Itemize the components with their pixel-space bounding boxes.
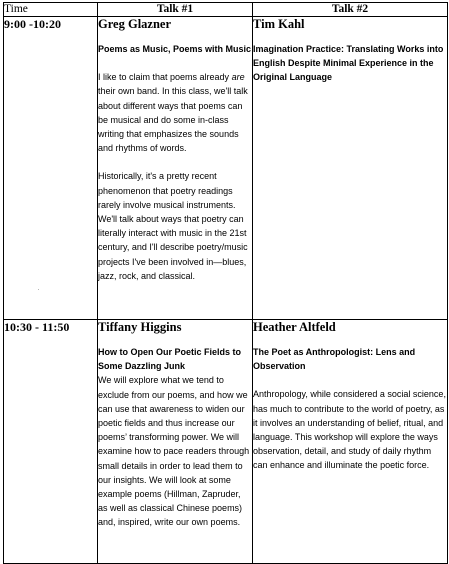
session-row-2 xyxy=(4,320,448,564)
session-1-talk1-description-1: I like to claim that poems already are their own band. In this class, we'll talk about different ways that poems can be musical and do some in-class writing that emphasizes the sounds and rhythms of words. xyxy=(98,72,248,154)
session-2-talk2-speaker: Heather Altfeld xyxy=(253,320,336,334)
stray-dot xyxy=(38,289,39,290)
session-2-talk1-title: How to Open Our Poetic Fields to Some Dazzling Junk xyxy=(98,347,242,372)
session-2-talk1-speaker: Tiffany Higgins xyxy=(98,320,182,334)
schedule-table xyxy=(3,2,448,564)
session-2-talk1 xyxy=(98,320,253,564)
talk2-column-header: Talk #2 xyxy=(253,3,448,17)
session-1-talk1-speaker: Greg Glazner xyxy=(98,17,172,31)
session-1-talk2 xyxy=(253,17,448,320)
emphasis-word: are xyxy=(231,72,245,83)
session-1-talk2-speaker: Tim Kahl xyxy=(253,17,305,31)
session-1-talk1-description-2: Historically, it's a pretty recent phenomenon that poetry readings rarely involve musical instruments. We'll talk about ways that poetry can literally interact with music in the 21st century, and I'll describe poetry/music projects I've been involved in—blues, jazz, rock, and classical. xyxy=(98,171,248,281)
session-1-talk1 xyxy=(98,17,253,320)
header-row xyxy=(4,3,448,17)
session-2-talk1-description: We will explore what we tend to exclude from our poems, and how we can use that awareness to widen our poetic fields and thus increase our poems’ transforming power. We will examine how to pace readers through small details in order to lead them to our insights. We will look at some example poems (Hillman, Zapruder, as well as classical Chinese poems) and, inspired, write our own poems. xyxy=(98,375,250,528)
talk1-column-header: Talk #1 xyxy=(98,3,253,17)
session-1-talk1-title: Poems as Music, Poems with Music xyxy=(98,44,252,54)
time-column-header: Time xyxy=(4,3,98,17)
session-2-time: 10:30 - 11:50 xyxy=(4,320,98,564)
session-1-talk2-title: Imagination Practice: Translating Works into English Despite Minimal Experience in the Original Language xyxy=(253,44,444,83)
session-2-talk2 xyxy=(253,320,448,564)
session-row-1 xyxy=(4,17,448,320)
session-2-talk2-description: Anthropology, while considered a social science, has much to contribute to the world of poetry, as it involves an understanding of belief, ritual, and language. This workshop will explore the ways observation, detail, and study of daily rhythm can enhance and illuminate the poetic force. xyxy=(253,389,446,471)
session-2-talk2-title: The Poet as Anthropologist: Lens and Observation xyxy=(253,347,416,372)
session-1-time: 9:00 -10:20 xyxy=(4,17,98,320)
